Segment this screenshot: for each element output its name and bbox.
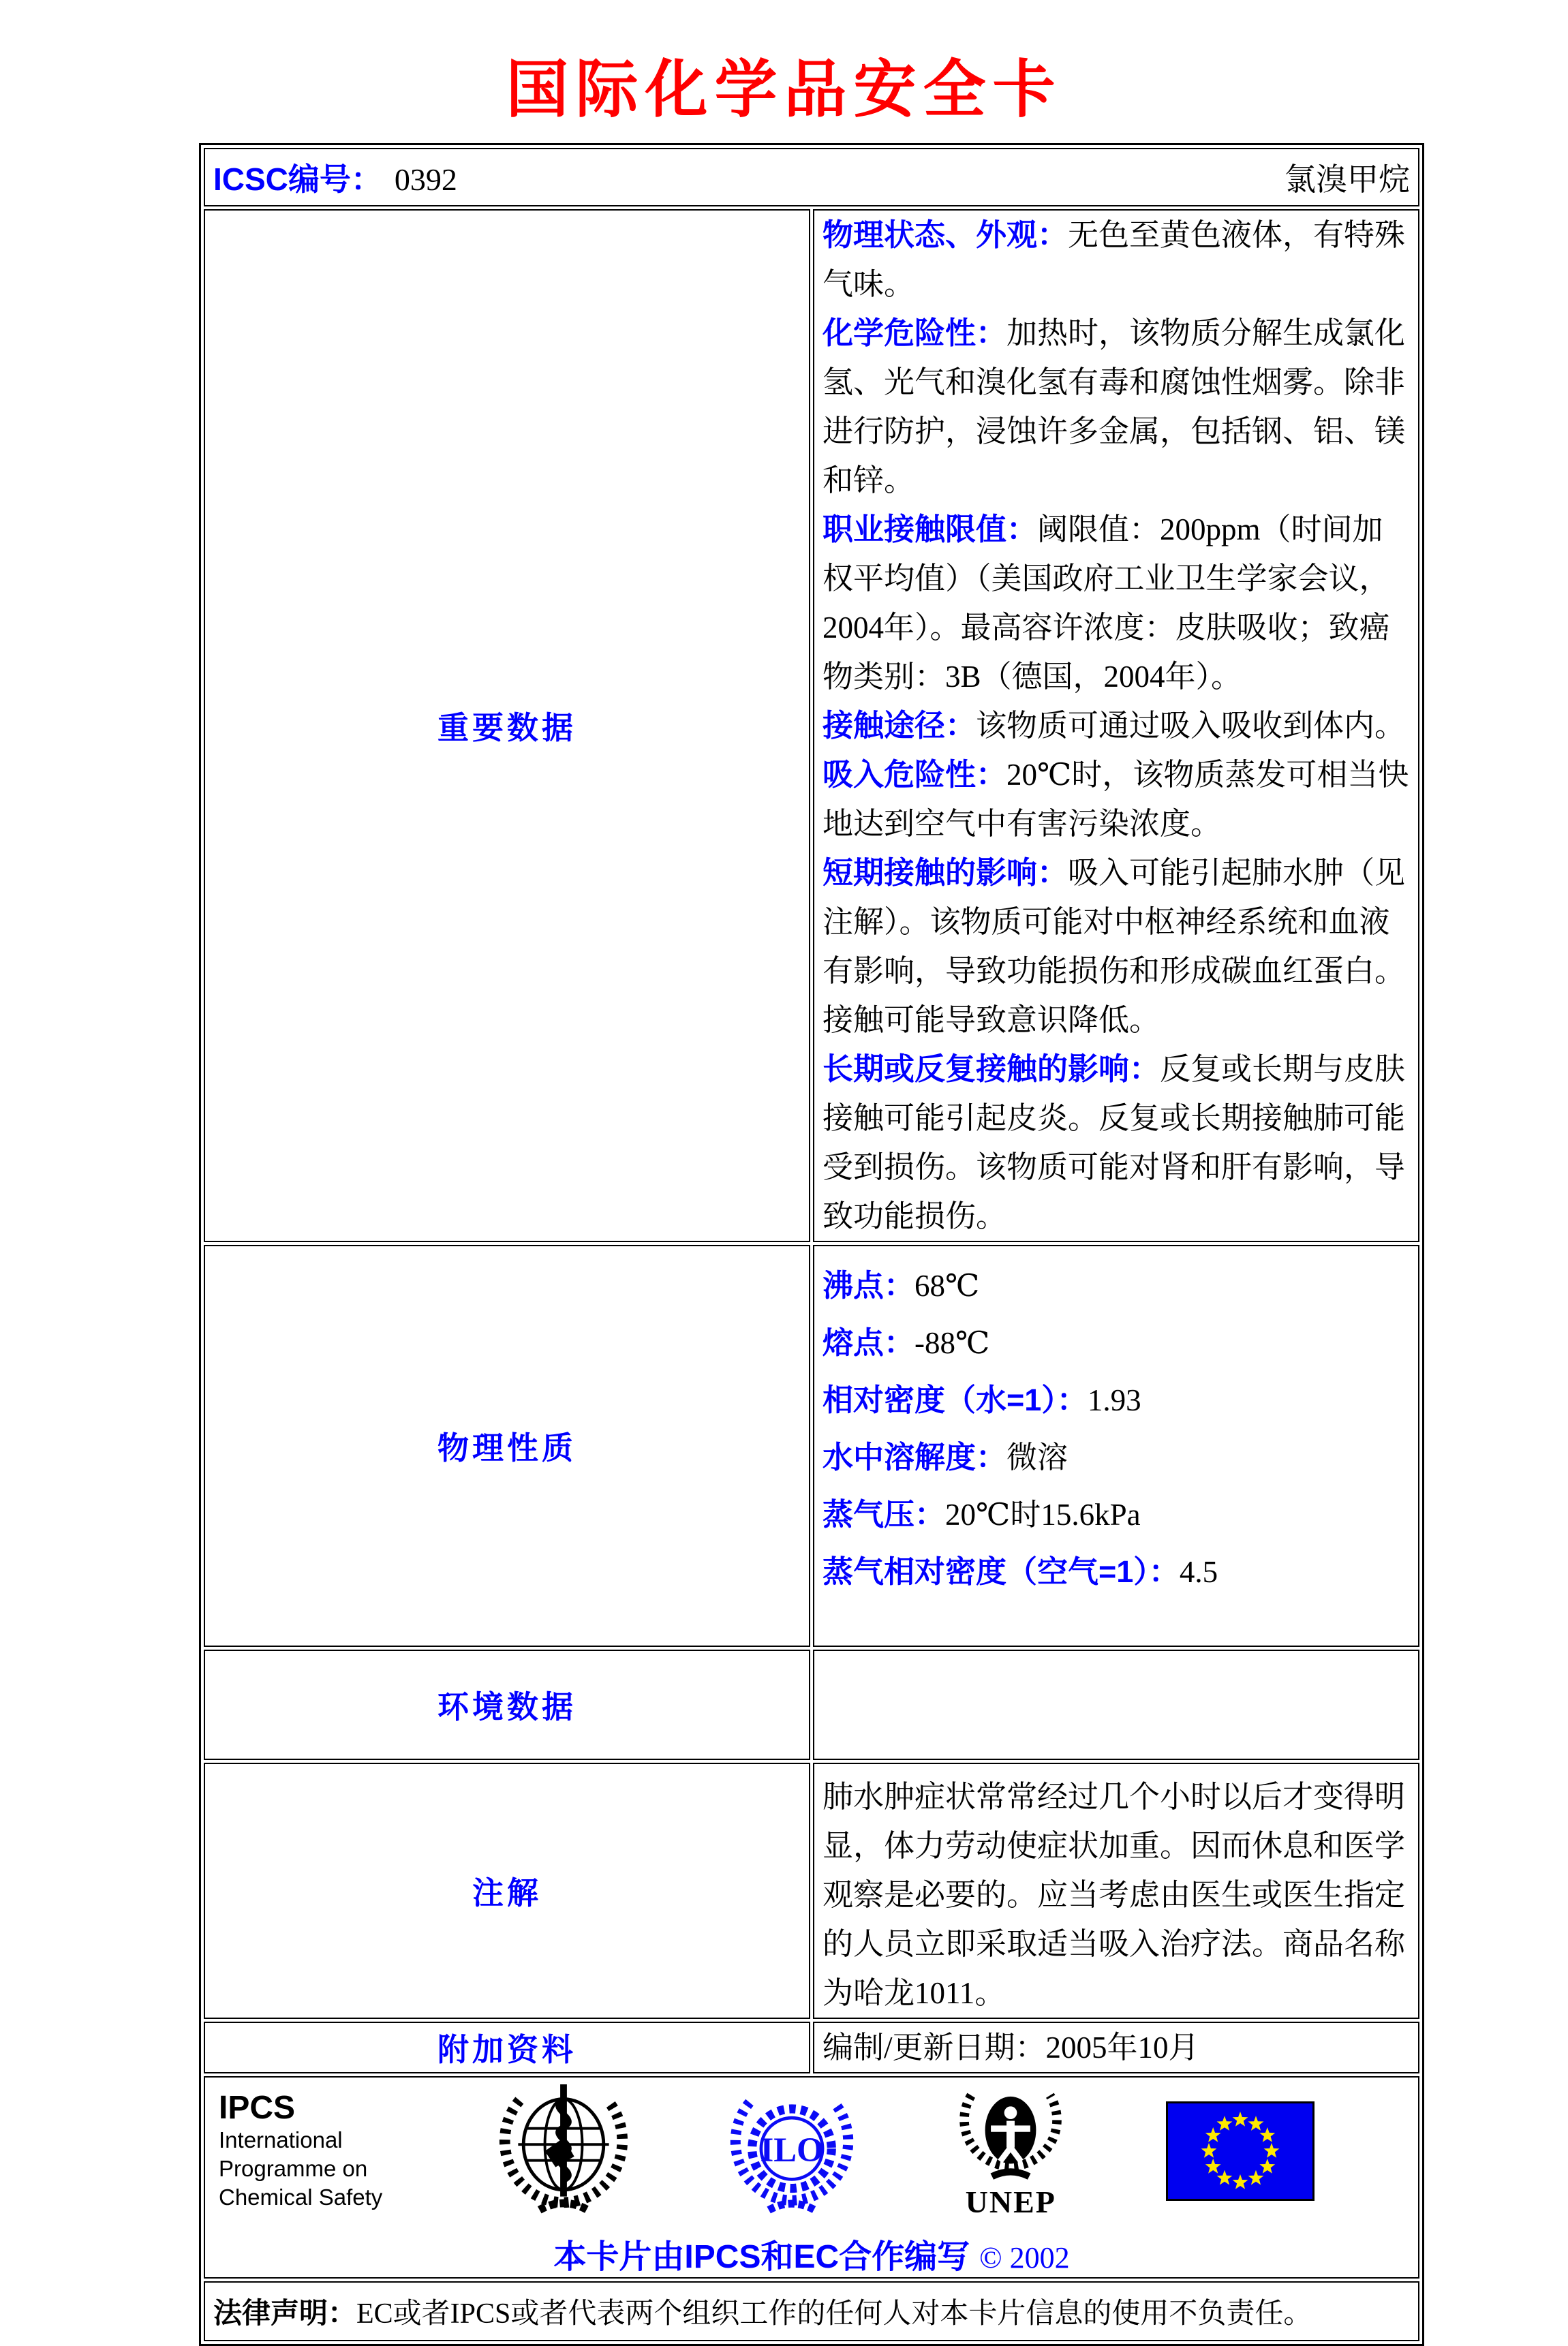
physical-properties-row [204,1245,1419,1647]
environmental-data-row [204,1650,1419,1760]
logos-section [213,2078,1410,2277]
unep-logo-block [953,2084,1069,2219]
field-value: 该物质可通过吸入吸收到体内。 [976,709,1406,743]
legal-text: EC或者IPCS或者代表两个组织工作的任何人对本卡片信息的使用不负责任。 [356,2298,1312,2330]
icsc-table [199,143,1424,2346]
field-label: 化学危险性： [823,315,1007,350]
field-value: 20℃时，该物质蒸发可相当快地达到空气中有害污染浓度。 [823,758,1409,841]
field-label: 蒸气相对密度（空气=1）： [823,1554,1180,1589]
section-label-additional-info: 附加资料 [204,2022,810,2073]
field-label: 长期或反复接触的影响： [823,1051,1160,1086]
field-label: 物理状态、外观： [823,217,1069,252]
physical-property-item [823,1486,1410,1543]
field-label: 接触途径： [823,708,977,743]
physical-property-item [823,1314,1410,1372]
field-label: 职业接触限值： [823,512,1038,546]
section-label-important-data: 重要数据 [204,209,810,1242]
icsc-number-label: ICSC编号： [213,161,382,197]
physical-property-item [823,1257,1410,1314]
who-logo-icon [497,2082,630,2221]
credit-line [213,2230,1410,2277]
credit-text: 本卡片由IPCS和EC合作编写 [553,2239,970,2275]
notes-content: 肺水肿症状常常经过几个小时以后才变得明显，体力劳动使症状加重。因而休息和医学观察是必要的。应当考虑由医生或医生指定的人员立即采取适当吸入治疗法。商品名称为哈龙1011。 [813,1763,1419,2019]
notes-row [204,1763,1419,2019]
unep-logo-icon [953,2084,1069,2186]
physical-property-item [823,1543,1410,1601]
header-row [204,148,1419,206]
field-value: -88℃ [914,1326,990,1360]
environmental-data-content [813,1650,1419,1760]
logos-row [204,2076,1419,2279]
physical-property-item [823,1429,1410,1486]
important-data-item [823,701,1410,750]
field-label: 短期接触的影响： [823,855,1069,890]
important-data-item [823,750,1410,848]
icsc-number-value: 0392 [394,162,457,197]
physical-property-item [823,1372,1410,1429]
physical-properties-content [813,1245,1419,1647]
ipcs-subtitle-line: International [219,2127,343,2152]
ipcs-subtitle-line: Programme on [219,2156,368,2181]
ipcs-text-block [219,2090,399,2212]
important-data-item [823,309,1410,505]
ilo-logo-icon [728,2082,856,2221]
field-label: 熔点： [823,1325,915,1360]
field-label: 沸点： [823,1268,915,1303]
ilo-logo-text: ILO [759,2131,824,2170]
ipcs-title: IPCS [219,2090,296,2126]
field-label: 吸入危险性： [823,757,1007,792]
page-title: 国际化学品安全卡 [506,55,1062,125]
field-value: 反复或长期与皮肤接触可能引起皮炎。反复或长期接触肺可能受到损伤。该物质可能对肾和肝有影响，导致功能损伤。 [823,1052,1406,1233]
field-value: 吸入可能引起肺水肿（见注解）。该物质可能对中枢神经系统和血液有影响，导致功能损伤和形成碳血红蛋白。接触可能导致意识降低。 [823,856,1406,1037]
field-label: 蒸气压： [823,1497,946,1532]
important-data-item [823,848,1410,1045]
important-data-item [823,211,1410,309]
unep-logo-text: UNEP [965,2185,1056,2219]
field-value: 68℃ [914,1269,980,1303]
field-value: 加热时，该物质分解生成氯化氢、光气和溴化氢有毒和腐蚀性烟雾。除非进行防护，浸蚀许多金属，包括钢、铝、镁和锌。 [823,316,1406,497]
field-value: 4.5 [1179,1555,1218,1589]
legal-row [204,2281,1419,2341]
additional-info-row [204,2022,1419,2073]
important-data-content [813,209,1419,1242]
legal-label: 法律声明： [213,2297,357,2329]
icsc-number-group [213,155,457,200]
chemical-name: 氯溴甲烷 [1285,162,1410,197]
eu-flag-icon [1166,2101,1315,2201]
important-data-item [823,1045,1410,1241]
copyright-text: © 2002 [979,2241,1070,2274]
important-data-row [204,209,1419,1242]
field-value: 20℃时15.6kPa [945,1498,1141,1532]
field-value: 无色至黄色液体，有特殊气味。 [823,218,1406,301]
section-label-environmental-data: 环境数据 [204,1650,810,1760]
field-label: 相对密度（水=1）： [823,1383,1088,1417]
field-value: 微溶 [1006,1440,1069,1475]
ipcs-subtitle-line: Chemical Safety [219,2185,383,2210]
additional-info-content: 编制/更新日期：2005年10月 [813,2022,1419,2073]
section-label-notes: 注解 [204,1763,810,2019]
section-label-physical-properties: 物理性质 [204,1245,810,1647]
field-value: 1.93 [1087,1383,1141,1417]
field-label: 水中溶解度： [823,1440,1007,1475]
field-value: 阈限值：200ppm（时间加权平均值）（美国政府工业卫生学家会议，2004年）。最高容许浓度：皮肤吸收；致癌物类别：3B（德国，2004年）。 [823,512,1390,694]
important-data-item [823,505,1410,701]
